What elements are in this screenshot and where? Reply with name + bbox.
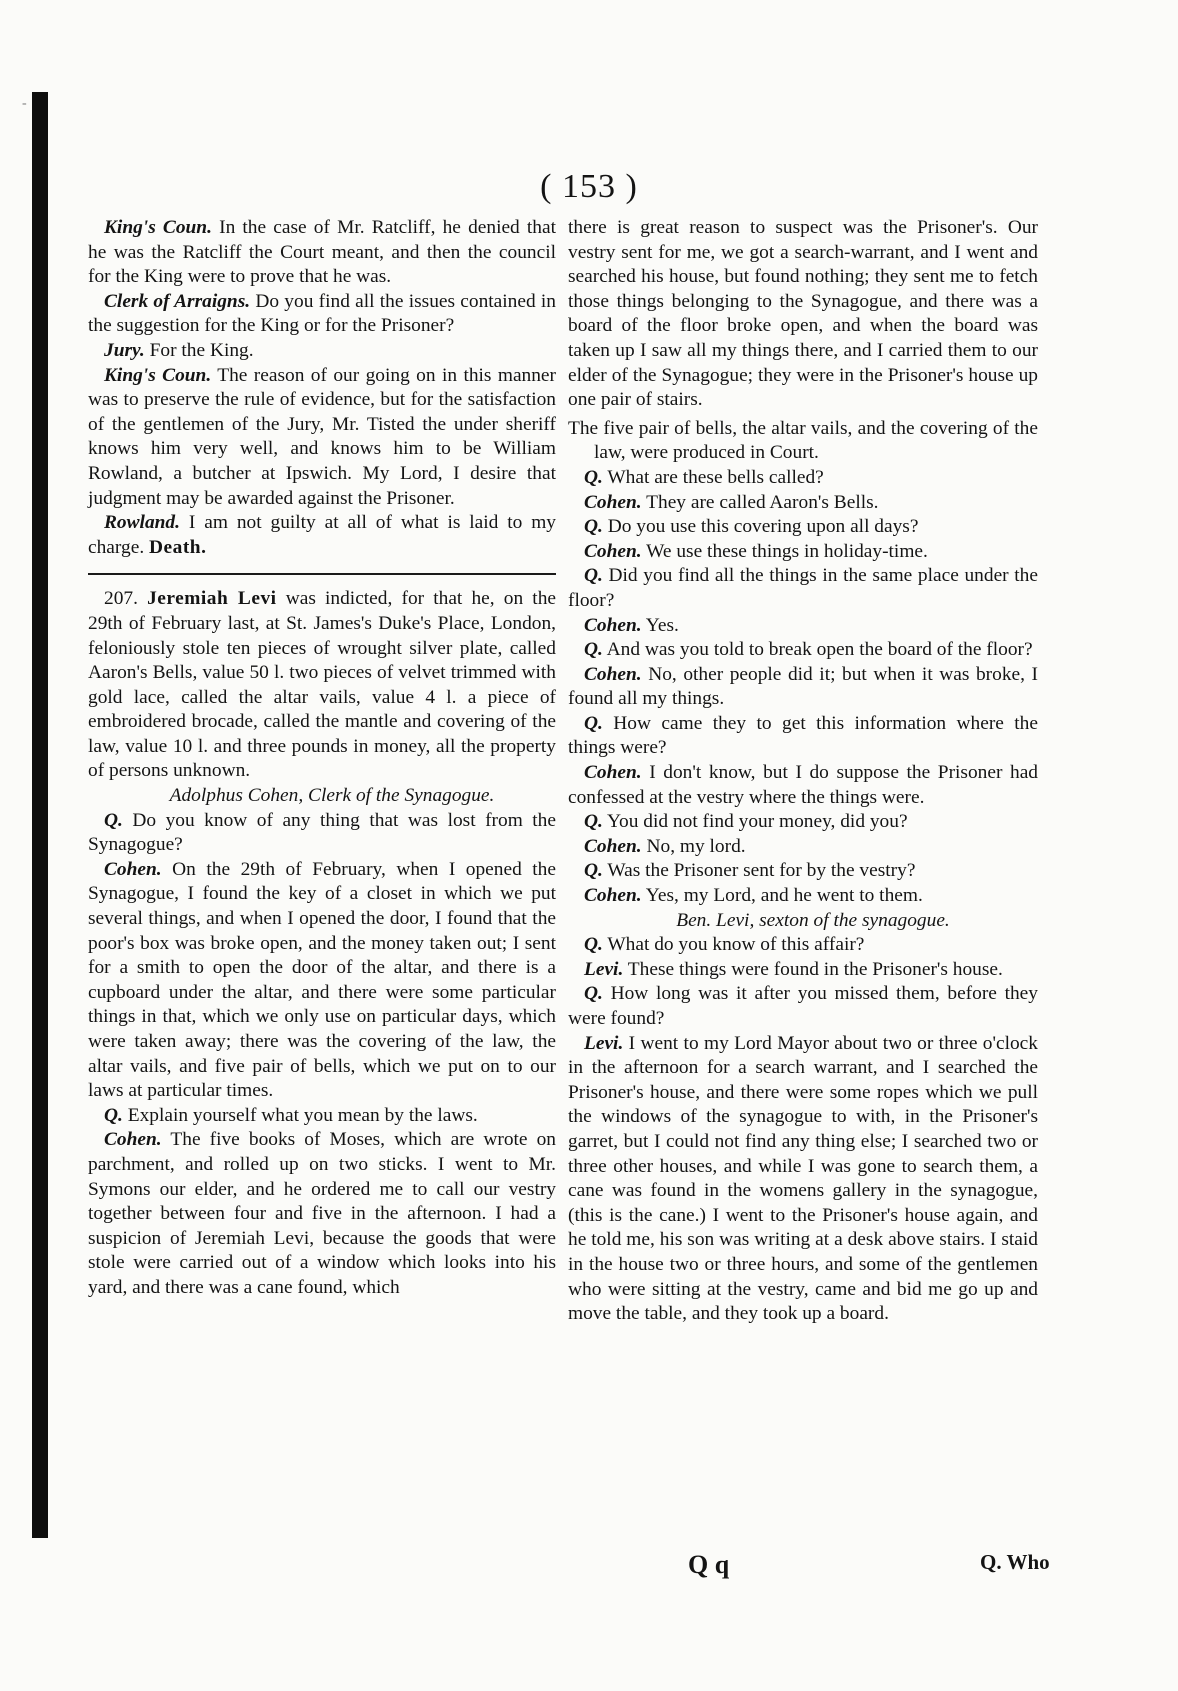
paragraph-text: We use these things in holiday-time. bbox=[646, 540, 928, 562]
testimony-paragraph bbox=[88, 364, 556, 512]
left-column bbox=[88, 216, 556, 1301]
speaker-label: Q. bbox=[584, 983, 603, 1005]
testimony-paragraph bbox=[88, 858, 556, 1104]
testimony-paragraph bbox=[88, 511, 556, 560]
paragraph-text: No, other people did it; but when it was broke, I found all my things. bbox=[568, 663, 1038, 710]
court-note: The five pair of bells, the altar vails, and the covering of the law, were produced in Court. bbox=[568, 417, 1038, 464]
speaker-label: Cohen. bbox=[584, 663, 642, 685]
speaker-label: Q. bbox=[104, 809, 123, 831]
testimony-paragraph bbox=[568, 884, 1038, 909]
speaker-label: King's Coun. bbox=[104, 217, 212, 238]
testimony-paragraph bbox=[568, 712, 1038, 761]
paragraph-text: For the King. bbox=[149, 339, 254, 361]
testimony-paragraph bbox=[568, 859, 1038, 884]
verdict: Death. bbox=[149, 536, 207, 558]
paragraph-text: And was you told to break open the board of the floor? bbox=[606, 639, 1033, 661]
paragraph-text: I went to my Lord Mayor about two or three o'clock in the afternoon for a search warrant, and I searched the Prisoner's house, and there were some ropes which we pull the windows of the synagogue to with, in the Prisoner's garret, but I could not find any thing else; I searched two or three other houses, and while I was gone to search them, a cane was found in the womens gallery in the synagogue, (this is the cane.) I went to the Prisoner's house again, and he told me, his son was writing at a desk above stairs. I staid in the house two or three hours, and some of the gentlemen who were sitting at the vestry, came and bid me go up and move the table, and they took up a board. bbox=[568, 1032, 1038, 1325]
witness-heading: Ben. Levi, sexton of the synagogue. bbox=[676, 909, 950, 931]
section-divider bbox=[88, 573, 556, 575]
paragraph-text: No, my lord. bbox=[646, 835, 746, 857]
paragraph-text: I am not guilty at all of what is laid to my charge. bbox=[88, 512, 556, 558]
paragraph-text: Do you find all the issues contained in the suggestion for the King or for the Prisoner? bbox=[88, 290, 557, 337]
paragraph-text: You did not find your money, did you? bbox=[607, 811, 908, 833]
paragraph-text: Did you find all the things in the same place under the floor? bbox=[568, 565, 1038, 611]
testimony-paragraph bbox=[568, 835, 1038, 860]
testimony-paragraph bbox=[568, 933, 1038, 958]
speaker-label: Q. bbox=[584, 712, 603, 734]
speaker-label: Levi. bbox=[584, 1032, 624, 1054]
testimony-paragraph bbox=[568, 515, 1038, 540]
case-entry bbox=[88, 587, 556, 784]
speaker-label: Jury. bbox=[104, 339, 145, 361]
testimony-paragraph bbox=[568, 466, 1038, 491]
speaker-label: Cohen. bbox=[104, 858, 162, 880]
speaker-label: Cohen. bbox=[584, 885, 642, 907]
testimony-paragraph bbox=[568, 564, 1038, 613]
paragraph-text: Yes, my Lord, and he went to them. bbox=[645, 885, 923, 907]
speaker-label: Q. bbox=[584, 516, 603, 538]
book-spine-shadow bbox=[32, 92, 48, 1538]
case-number: 207. bbox=[104, 588, 138, 610]
paragraph-text: The five books of Moses, which are wrote on parchment, and rolled up on two sticks. I went to Mr. Symons our elder, and he ordered me to call our vestry together between four and five in the afternoon. I had a suspicion of Jeremiah Levi, because the goods that were stole were carried out of a window which looks into his yard, and there was a cane found, which bbox=[88, 1129, 556, 1298]
paragraph-text: Do you use this covering upon all days? bbox=[607, 516, 919, 538]
right-column bbox=[568, 216, 1038, 1327]
testimony-paragraph bbox=[568, 614, 1038, 639]
paragraph-text: there is great reason to suspect was the Prisoner's. Our vestry sent for me, we got a search-warrant, and I went and searched his house, but found nothing; they sent me to fetch those things belonging to the Synagogue, and there was a board of the floor broke open, and when the board was taken up I saw all my things there, and I carried them to our elder of the Synagogue; they were in the Prisoner's house up one pair of stairs. bbox=[568, 217, 1038, 411]
testimony-paragraph bbox=[568, 958, 1038, 983]
paragraph-text: What are these bells called? bbox=[607, 466, 824, 488]
paragraph-text: Yes. bbox=[645, 614, 679, 636]
speaker-label: Q. bbox=[104, 1104, 123, 1126]
testimony-paragraph bbox=[568, 761, 1038, 810]
speaker-label: Cohen. bbox=[584, 614, 642, 636]
testimony-paragraph bbox=[88, 339, 556, 364]
testimony-paragraph bbox=[88, 1128, 556, 1300]
speaker-label: Q. bbox=[584, 639, 603, 661]
paragraph-text: The reason of our going on in this manner was to preserve the rule of evidence, but for the satisfaction of the gentlemen of the Jury, Mr. Tisted the under sheriff knows him very well, and knows him to be William Rowland, a butcher at Ipswich. My Lord, I desire that judgment may be awarded against the Prisoner. bbox=[88, 364, 556, 509]
signature-mark: Q q bbox=[688, 1550, 730, 1579]
paragraph-text: Do you know of any thing that was lost from the Synagogue? bbox=[88, 809, 556, 856]
speaker-label: Cohen. bbox=[584, 835, 642, 857]
paragraph-text: I don't know, but I do suppose the Prisoner had confessed at the vestry where the things were. bbox=[568, 762, 1038, 808]
paragraph-text: They are called Aaron's Bells. bbox=[646, 491, 879, 513]
testimony-paragraph bbox=[568, 810, 1038, 835]
speaker-label: Q. bbox=[584, 466, 603, 488]
paragraph-text: These things were found in the Prisoner's house. bbox=[627, 958, 1003, 980]
paragraph-text: How long was it after you missed them, before they were found? bbox=[568, 983, 1038, 1029]
speaker-label: Q. bbox=[584, 811, 603, 833]
speaker-label: Cohen. bbox=[584, 762, 642, 784]
testimony-paragraph bbox=[568, 982, 1038, 1031]
speaker-label: Cohen. bbox=[584, 540, 642, 562]
speaker-label: Cohen. bbox=[104, 1129, 162, 1151]
testimony-paragraph bbox=[568, 216, 1038, 413]
speaker-label: Levi. bbox=[584, 958, 624, 980]
testimony-paragraph bbox=[88, 290, 556, 339]
speaker-label: Cohen. bbox=[584, 491, 642, 513]
testimony-paragraph bbox=[568, 638, 1038, 663]
speaker-label: King's Coun. bbox=[104, 364, 212, 386]
speaker-label: Clerk of Arraigns. bbox=[104, 290, 251, 312]
testimony-paragraph bbox=[88, 1104, 556, 1129]
paragraph-text: How came they to get this information where the things were? bbox=[568, 712, 1038, 759]
page-number: ( 153 ) bbox=[540, 168, 638, 205]
paragraph-text: Explain yourself what you mean by the laws. bbox=[127, 1104, 478, 1126]
paragraph-text: Was the Prisoner sent for by the vestry? bbox=[607, 860, 916, 882]
testimony-paragraph bbox=[88, 216, 556, 290]
testimony-paragraph bbox=[88, 809, 556, 858]
defendant-name: Jeremiah Levi bbox=[147, 588, 277, 610]
paragraph-text: On the 29th of February, when I opened the Synagogue, I found the key of a closet in which we put several things, and when I opened the door, I found that the poor's box was broke open, and the money taken out; I sent for a smith to open the door of the altar, and there is a cupboard under the altar, and there were some particular things in that, which we only use on particular days, which were taken away; there was the covering of the law, the altar vails, and five pair of bells, which we put on to our laws at particular times. bbox=[88, 858, 556, 1102]
speaker-label: Q. bbox=[584, 565, 603, 587]
speaker-label: Rowland. bbox=[104, 512, 180, 534]
paragraph-text: In the case of Mr. Ratcliff, he denied that he was the Ratcliff the Court meant, and then the council for the King were to prove that he was. bbox=[88, 217, 556, 288]
speaker-label: Q. bbox=[584, 934, 603, 956]
catchword: Q. Who bbox=[980, 1550, 1050, 1574]
witness-heading: Adolphus Cohen, Clerk of the Synagogue. bbox=[169, 785, 495, 807]
paragraph-text: What do you know of this affair? bbox=[607, 934, 865, 956]
testimony-paragraph bbox=[568, 540, 1038, 565]
testimony-paragraph bbox=[568, 1032, 1038, 1327]
margin-mark: - bbox=[22, 96, 27, 111]
paragraph-text: was indicted, for that he, on the 29th of February last, at St. James's Duke's Place, London, feloniously stole ten pieces of wrought silver plate, called Aaron's Bells, value 50 l. two pieces of velvet trimmed with gold lace, called the altar vails, value 4 l. a piece of embroidered brocade, called the mantle and covering of the law, value 10 l. and three pounds in money, all the property of persons unknown. bbox=[88, 588, 556, 782]
testimony-paragraph bbox=[568, 491, 1038, 516]
testimony-paragraph bbox=[568, 663, 1038, 712]
speaker-label: Q. bbox=[584, 860, 603, 882]
